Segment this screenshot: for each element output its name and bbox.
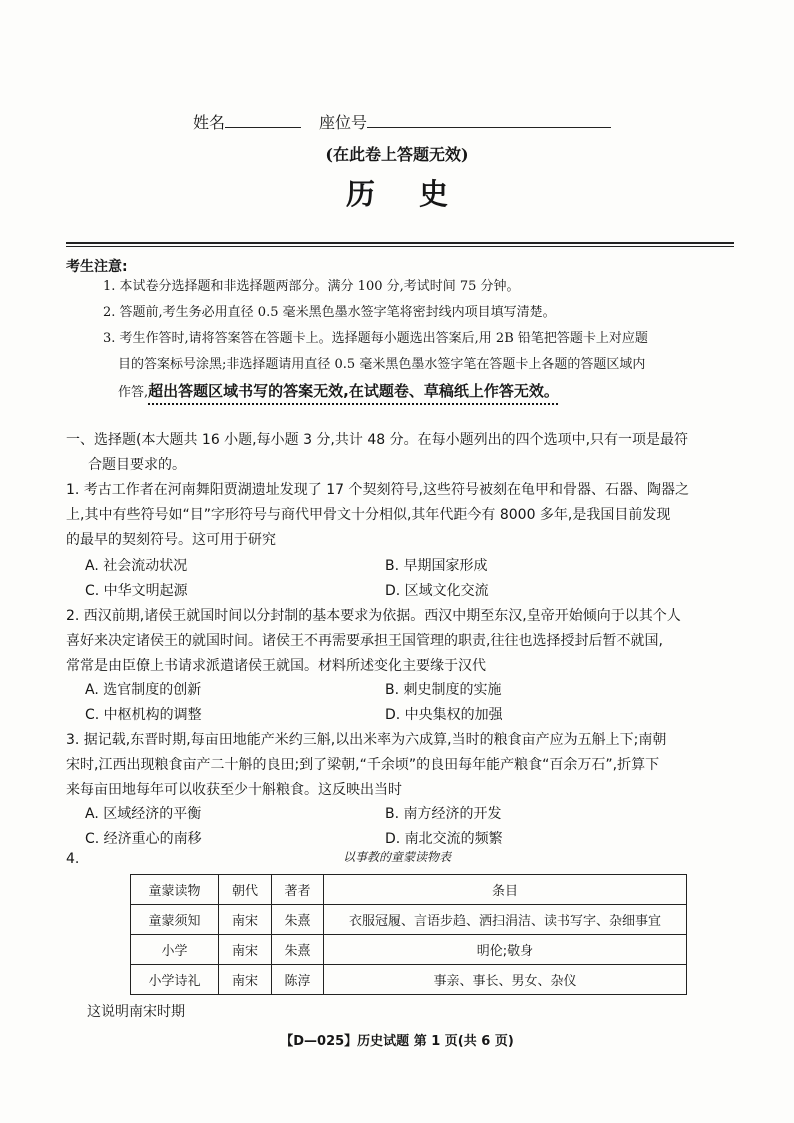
instruction-item-1: 1. 本试卷分选择题和非选择题两部分。满分 100 分,考试时间 75 分钟。 <box>103 279 520 294</box>
name-blank[interactable] <box>225 113 301 128</box>
table-cell: 童蒙须知 <box>131 905 219 935</box>
table-cell: 朱熹 <box>272 905 324 935</box>
section-1-heading-cont: 合题目要求的。 <box>88 457 186 473</box>
question-1-line-1: 1. 考古工作者在河南舞阳贾湖遗址发现了 17 个契刻符号,这些符号被刻在龟甲和骨器、石器、陶器之 <box>66 482 689 498</box>
header-rule-thick <box>66 242 734 244</box>
table-cell: 小学 <box>131 935 219 965</box>
question-2-line-3: 常常是由臣僚上书请求派遣诸侯王就国。材料所述变化主要缘于汉代 <box>66 658 486 674</box>
section-1-heading: 一、选择题(本大题共 16 小题,每小题 3 分,共计 48 分。在每小题列出的四个选项中,只有一项是最符 <box>66 432 689 448</box>
instruction-item-3-line-2: 目的答案标号涂黑;非选择题请用直径 0.5 毫米黑色墨水签字笔在答题卡上各题的答题区域内 <box>118 357 646 372</box>
seat-blank[interactable] <box>367 113 611 128</box>
table-cell: 明伦;敬身 <box>324 935 687 965</box>
instruction-item-2: 2. 答题前,考生务必用直径 0.5 毫米黑色墨水签字笔将密封线内项目填写清楚。 <box>103 305 556 320</box>
question-1-line-2: 上,其中有些符号如“目”字形符号与商代甲骨文十分相似,其年代距今有 8000 多年,是我国目前发现 <box>66 507 671 523</box>
table-header-row <box>131 875 687 905</box>
instruction-item-3-line-3 <box>118 378 733 406</box>
question-2-line-1: 2. 西汉前期,诸侯王就国时间以分封制的基本要求为依据。西汉中期至东汉,皇帝开始倾向于以其个人 <box>66 608 681 624</box>
question-1-option-d[interactable]: D. 区域文化交流 <box>385 583 489 599</box>
table-header-cell: 条目 <box>324 875 687 905</box>
question-2-line-2: 喜好来决定诸侯王的就国时间。诸侯王不再需要承担王国管理的职责,往往也选择授封后暂不就国, <box>66 633 663 649</box>
table-cell: 南宋 <box>219 905 272 935</box>
question-3-option-b[interactable]: B. 南方经济的开发 <box>385 806 502 822</box>
table-row <box>131 935 687 965</box>
instruction-item-3: 3. 考生作答时,请将答案答在答题卡上。选择题每小题选出答案后,用 2B 铅笔把答题卡上对应题 <box>103 331 648 346</box>
table-cell: 朱熹 <box>272 935 324 965</box>
reading-materials-table <box>130 874 687 995</box>
instruction-emphasis: 超出答题区域书写的答案无效,在试题卷、草稿纸上作答无效。 <box>148 382 559 400</box>
question-4-number: 4. <box>66 851 80 867</box>
question-3-option-d[interactable]: D. 南北交流的频繁 <box>385 831 503 847</box>
question-3-line-1: 3. 据记载,东晋时期,每亩田地能产米约三斛,以出米率为六成算,当时的粮食亩产应为五斛上下;南朝 <box>66 732 667 748</box>
question-1-option-b[interactable]: B. 早期国家形成 <box>385 558 488 574</box>
table-row <box>131 965 687 995</box>
question-3-option-c[interactable]: C. 经济重心的南移 <box>85 831 202 847</box>
page-footer: 【D—025】历史试题 第 1 页(共 6 页) <box>280 1034 514 1049</box>
table-caption: 以事教的童蒙读物表 <box>342 850 451 864</box>
table-cell: 南宋 <box>219 935 272 965</box>
table-cell: 事亲、事长、男女、杂仪 <box>324 965 687 995</box>
table-cell: 小学诗礼 <box>131 965 219 995</box>
table-header-cell: 朝代 <box>219 875 272 905</box>
instruction-item-3-start: 作答, <box>118 385 149 400</box>
table-cell: 南宋 <box>219 965 272 995</box>
invalid-answer-notice: (在此卷上答题无效) <box>325 145 469 164</box>
table-cell: 陈淳 <box>272 965 324 995</box>
name-label: 姓名 <box>193 113 226 132</box>
subject-title: 历史 <box>345 177 492 211</box>
question-1-option-c[interactable]: C. 中华文明起源 <box>85 583 188 599</box>
seat-label: 座位号 <box>319 113 368 132</box>
question-1-line-3: 的最早的契刻符号。这可用于研究 <box>66 532 276 548</box>
question-3-option-a[interactable]: A. 区域经济的平衡 <box>85 806 202 822</box>
question-2-option-c[interactable]: C. 中枢机构的调整 <box>85 707 202 723</box>
question-2-option-a[interactable]: A. 选官制度的创新 <box>85 682 202 698</box>
question-2-option-d[interactable]: D. 中央集权的加强 <box>385 707 503 723</box>
question-3-line-3: 来每亩田地每年可以收获至少十斛粮食。这反映出当时 <box>66 782 402 798</box>
question-2-option-b[interactable]: B. 刺史制度的实施 <box>385 682 502 698</box>
question-1-option-a[interactable]: A. 社会流动状况 <box>85 558 188 574</box>
candidate-info-line <box>193 110 611 133</box>
instructions-title: 考生注意: <box>66 259 128 275</box>
table-header-cell: 著者 <box>272 875 324 905</box>
table-header-cell: 童蒙读物 <box>131 875 219 905</box>
question-3-line-2: 宋时,江西出现粮食亩产二十斛的良田;到了梁朝,“千余顷”的良田每年能产粮食“百余万石”,折算下 <box>66 757 660 773</box>
table-cell: 衣服冠履、言语步趋、洒扫涓洁、读书写字、杂细事宜 <box>324 905 687 935</box>
question-4-stem: 这说明南宋时期 <box>87 1004 185 1020</box>
table-row <box>131 905 687 935</box>
header-rule-thin <box>66 246 734 247</box>
